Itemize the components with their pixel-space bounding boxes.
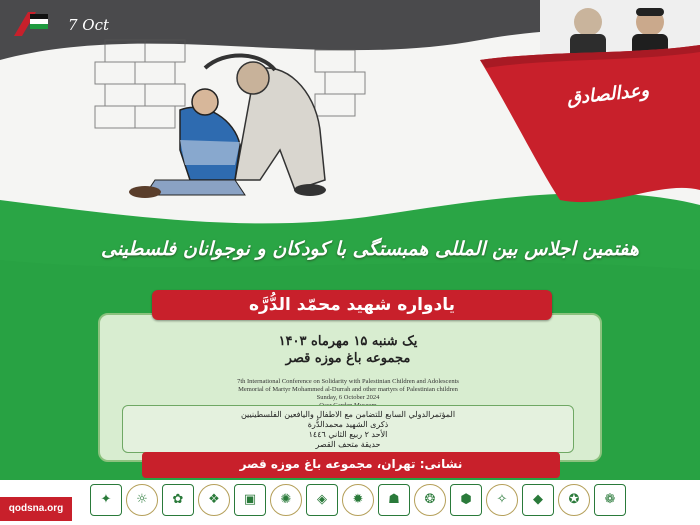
english-memorial-line: Memorial of Martyr Mohammed al-Durrah and other martyrs of Palestinian children [238, 386, 458, 393]
sponsor-logo-12-icon: ✧ [486, 484, 518, 516]
english-title-line: 7th International Conference on Solidarity with Palestinian Children and Adolescents [237, 378, 459, 385]
arabic-venue-line: حديقة متحف القصر [315, 440, 381, 449]
watermark-label: qodsna.org [0, 497, 72, 521]
sponsor-logo-9-icon: ☗ [378, 484, 410, 516]
sponsor-logo-1-icon: ✦ [90, 484, 122, 516]
brand-logo-text: 7 Oct [68, 16, 110, 34]
address-text: نشانی: تهران، مجموعه باغ موزه قصر [239, 457, 463, 471]
sponsor-logo-14-icon: ✪ [558, 484, 590, 516]
sponsor-logo-15-icon: ❁ [594, 484, 626, 516]
father-and-son-sketch-image [85, 30, 385, 200]
arabic-title-line: المؤتمرالدولي السابع للتضامن مع الاطفال والیافعین الفلسطینیین [240, 410, 456, 419]
red-wedge-shape [460, 40, 700, 210]
arabic-memorial-line: ذكرى الشهيد محمدالدُّرة [307, 420, 389, 429]
sponsor-logo-3-icon: ✿ [162, 484, 194, 516]
conference-title: هفتمین اجلاس بین المللی همبستگی با کودکان و نوجوانان فلسطینی [101, 238, 639, 260]
sponsor-logo-5-icon: ▣ [234, 484, 266, 516]
sponsor-logo-11-icon: ⬢ [450, 484, 482, 516]
event-venue-persian: مجموعه باغ موزه قصر [285, 351, 411, 366]
sponsor-logo-4-icon: ❖ [198, 484, 230, 516]
sponsor-logo-8-icon: ✹ [342, 484, 374, 516]
event-date-persian: یک شنبه ۱۵ مهرماه ۱۴۰۳ [278, 334, 418, 349]
sponsor-logo-13-icon: ◆ [522, 484, 554, 516]
sponsor-logo-2-icon: ☼ [126, 484, 158, 516]
flag-7-oct-icon [12, 8, 50, 40]
slogan-text: وعدالصادق [565, 79, 651, 110]
arabic-date-line: الأحد ٢ ربيع الثاني ١٤٤٦ [308, 430, 388, 439]
martyr-title: یادواره شهید محمّد الدُّرَّه [248, 295, 455, 315]
sponsor-logo-10-icon: ❂ [414, 484, 446, 516]
sponsor-logo-7-icon: ◈ [306, 484, 338, 516]
english-date-line: Sunday, 6 October 2024 [316, 394, 380, 401]
sponsor-logo-6-icon: ✺ [270, 484, 302, 516]
